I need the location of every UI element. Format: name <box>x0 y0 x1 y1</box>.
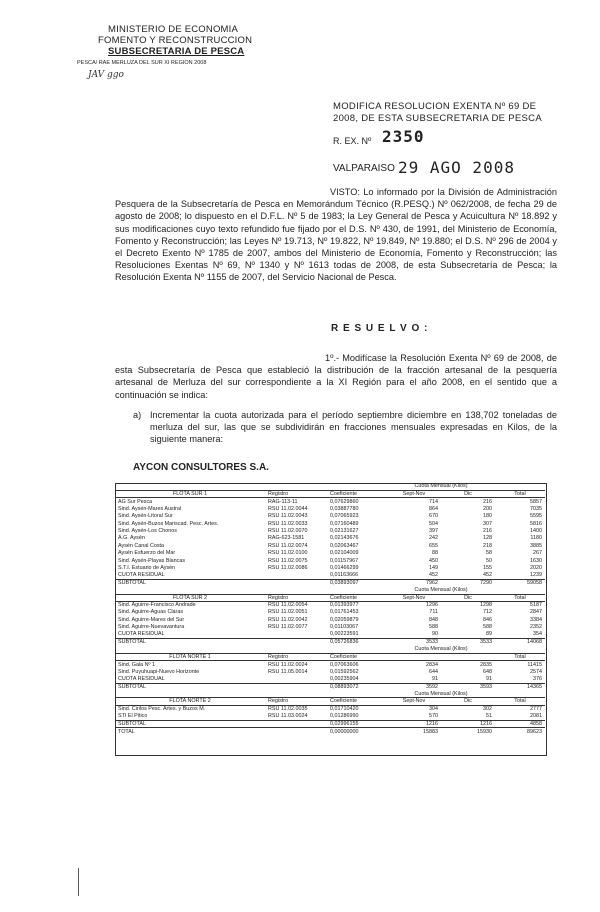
subsecretaria-name: SUBSECRETARIA DE PESCA <box>108 46 245 57</box>
registro-cell: RSU 11.02.0075 <box>268 557 308 564</box>
column-header-period-2 <box>441 653 495 661</box>
period-2-cell: 200 <box>483 505 492 512</box>
registro-cell: RSU 11.02.0077 <box>268 624 308 631</box>
period-2-cell: 307 <box>483 520 492 527</box>
period-2-cell: 216 <box>483 498 492 505</box>
column-header-period-2: Dic <box>441 698 495 706</box>
total-cell: 5187 <box>530 602 542 609</box>
coeficiente-cell: 0,01163666 <box>330 572 359 579</box>
period-1-cell: 88 <box>432 550 438 557</box>
period-2-cell: 180 <box>483 513 492 520</box>
subtotal-row <box>115 639 545 646</box>
item-a-text: Incrementar la cuota autorizada para el período septiembre diciembre en 138,702 toneladas de merluza del sur, las que se subdividirán en fracciones mensuales expresadas en Kilos, de la siguiente manera: <box>150 410 557 445</box>
coeficiente-cell: 0,01592562 <box>330 668 359 675</box>
period-2-cell: 216 <box>483 527 492 534</box>
coeficiente-cell: 0,02996155 <box>327 720 387 728</box>
period-2-cell: 51 <box>486 713 492 720</box>
registro-cell: RSU 11.02.0054 <box>268 602 308 609</box>
coeficiente-cell: 0,07063606 <box>330 661 359 668</box>
column-header-coeficiente: Coeficiente <box>327 594 387 602</box>
registro-cell <box>265 720 327 728</box>
organization-cell: CUOTA RESIDUAL <box>118 572 165 579</box>
total-cell: 3384 <box>530 616 542 623</box>
table-row <box>115 498 545 505</box>
registro-cell <box>265 579 327 586</box>
period-2-cell: 846 <box>483 616 492 623</box>
subtotal-row <box>115 683 545 690</box>
coeficiente-cell: 0,05726836 <box>327 639 387 646</box>
period-2-cell: 91 <box>486 675 492 682</box>
coeficiente-cell: 0,00223591 <box>330 631 359 638</box>
total-cell: 267 <box>533 550 542 557</box>
registro-cell: RSU 11.02.0044 <box>268 505 308 512</box>
column-header-total: Total <box>495 594 545 602</box>
coeficiente-cell: 0,01466299 <box>330 564 359 571</box>
organization-cell: Sind. Aguirre-Francisco Andrade <box>118 602 196 609</box>
initials: JAV ggo <box>88 70 124 80</box>
section-group-header <box>115 646 545 653</box>
column-header-total: Total <box>495 698 545 706</box>
table-row <box>115 565 545 572</box>
registro-cell: RAG-623-1581 <box>268 535 305 542</box>
period-1-cell: 304 <box>429 706 438 713</box>
registro-cell: RSU 11.02.0086 <box>268 564 308 571</box>
point-1-paragraph <box>115 352 557 401</box>
total-cell: 14365 <box>495 683 545 690</box>
organization-cell: A.G. Aysén <box>118 535 145 542</box>
section-title: FLOTA SUR 1 <box>115 490 265 498</box>
section-group-header <box>115 587 545 594</box>
registro-cell: RSU 11.02.0043 <box>268 513 308 520</box>
registro-cell <box>265 676 327 683</box>
column-header-coeficiente: Coeficiente <box>327 698 387 706</box>
column-header-registro: Registro <box>265 698 327 706</box>
section-title: FLOTA NORTE 1 <box>115 653 265 661</box>
title-line-1: MODIFICA RESOLUCION EXENTA Nº 69 DE <box>333 101 537 112</box>
period-1-cell: 655 <box>429 542 438 549</box>
registro-cell <box>265 728 327 735</box>
ministry-line-1: MINISTERIO DE ECONOMIA <box>108 24 239 35</box>
column-header-period-1: Sept-Nov <box>387 490 441 498</box>
period-1-cell: 864 <box>429 505 438 512</box>
organization-cell: Aysén Canal Costa <box>118 542 165 549</box>
organization-cell: Sind. Aguirre-Aguas Claras <box>118 609 184 616</box>
registro-cell: RSU 11.02.0024 <box>268 661 308 668</box>
registro-cell: RSU 11.02.0035 <box>268 706 308 713</box>
organization-cell: Sind. Aguirre-Mares del Sur <box>118 616 185 623</box>
section-header-row <box>115 490 545 498</box>
organization-cell: SUBTOTAL <box>115 579 265 586</box>
period-1-cell: 711 <box>429 609 438 616</box>
column-header-registro: Registro <box>265 594 327 602</box>
total-cell: 1239 <box>530 572 542 579</box>
total-cell: 89623 <box>495 728 545 735</box>
rex-label: R. EX. Nº <box>333 136 372 146</box>
table-row <box>115 713 545 720</box>
total-cell: 354 <box>533 631 542 638</box>
coeficiente-cell: 0,03887780 <box>330 505 359 512</box>
item-a-label: a) <box>133 410 142 420</box>
title-line-2: 2008, DE ESTA SUBSECRETARIA DE PESCA <box>333 113 542 124</box>
total-cell: 59058 <box>495 579 545 586</box>
registro-cell: RSU 11.05.0014 <box>268 668 308 675</box>
column-header-period-1: Sept-Nov <box>387 698 441 706</box>
period-1-cell: 848 <box>429 616 438 623</box>
organization-cell: Sind. Aysén-Playas Blancas <box>118 557 186 564</box>
table-row <box>115 505 545 512</box>
period-2-cell: 15930 <box>441 728 495 735</box>
organization-cell: CUOTA RESIDUAL <box>118 631 165 638</box>
column-header-registro: Registro <box>265 490 327 498</box>
coeficiente-cell: 0,07629860 <box>330 498 359 505</box>
total-row <box>115 728 545 735</box>
section-title: FLOTA NORTE 2 <box>115 698 265 706</box>
period-1-cell: 588 <box>429 624 438 631</box>
rex-number-stamp: 2350 <box>382 127 425 146</box>
total-cell: 4858 <box>495 720 545 728</box>
organization-cell: Sind. Aysén-Mares Austral <box>118 505 182 512</box>
total-cell: 5595 <box>530 513 542 520</box>
column-header-period-1 <box>387 653 441 661</box>
table-row <box>115 616 545 623</box>
visto-label: VISTO: <box>330 187 360 197</box>
period-2-cell: 1216 <box>441 720 495 728</box>
table-row <box>115 542 545 549</box>
quota-table <box>115 483 545 735</box>
period-1-cell: 504 <box>429 520 438 527</box>
point-1-label: 1º.- <box>325 353 340 363</box>
period-1-cell: 3592 <box>387 683 441 690</box>
table-row <box>115 572 545 579</box>
organization-cell: Sind. Aysén-Los Chonos <box>118 527 177 534</box>
total-cell: 2574 <box>530 668 542 675</box>
registro-cell <box>265 631 327 638</box>
organization-cell: Sind. Gala Nº 1 <box>118 661 156 668</box>
period-2-cell: 3533 <box>441 639 495 646</box>
coeficiente-cell: 0,02131627 <box>330 527 359 534</box>
registro-cell: RSU 11.02.0051 <box>268 609 308 616</box>
organization-cell: Sind. Aguirre-Nuevavantura <box>118 624 185 631</box>
date-stamp: 29 AGO 2008 <box>398 158 515 177</box>
column-header-period-2: Dic <box>441 490 495 498</box>
registro-cell <box>265 639 327 646</box>
coeficiente-cell: 0,01710420 <box>330 706 359 713</box>
coeficiente-cell: 0,02063467 <box>330 542 359 549</box>
column-group-header: Cuota Mensual (Kilos) <box>387 691 495 698</box>
table-row <box>115 661 545 668</box>
column-header-period-2: Dic <box>441 594 495 602</box>
column-header-total: Total <box>495 490 545 498</box>
period-1-cell: 670 <box>429 513 438 520</box>
period-1-cell: 1296 <box>426 602 438 609</box>
period-1-cell: 714 <box>429 498 438 505</box>
period-2-cell: 128 <box>483 535 492 542</box>
section-header-row <box>115 594 545 602</box>
period-2-cell: 3593 <box>441 683 495 690</box>
period-1-cell: 397 <box>429 527 438 534</box>
total-cell: 2777 <box>530 706 542 713</box>
table-row <box>115 676 545 683</box>
margin-mark <box>78 868 79 896</box>
period-1-cell: 1216 <box>387 720 441 728</box>
section-header-row <box>115 698 545 706</box>
organization-cell: CUOTA RESIDUAL <box>118 675 165 682</box>
coeficiente-cell: 0,08893072 <box>327 683 387 690</box>
point-1-text: Modifícase la Resolución Exenta Nº 69 de 2008, de esta Subsecretaría de Pesca que estableció la distribución de la fracción artesanal de la pesquería artesanal de Merluza del sur correspondiente a la XI Región para el año 2008, en el sentido que a continuación se indica: <box>115 353 557 400</box>
column-group-header: Cuota Mensual (Kilos) <box>387 646 495 653</box>
period-2-cell: 58 <box>486 550 492 557</box>
period-1-cell: 570 <box>429 713 438 720</box>
table-row <box>115 550 545 557</box>
total-cell: 2081 <box>530 713 542 720</box>
period-2-cell: 588 <box>483 624 492 631</box>
total-cell: 2352 <box>530 624 542 631</box>
total-cell: 376 <box>533 675 542 682</box>
period-2-cell: 1298 <box>480 602 492 609</box>
table-row <box>115 528 545 535</box>
section-group-header <box>115 691 545 698</box>
coeficiente-cell: 0,01393977 <box>330 602 359 609</box>
registro-cell <box>265 572 327 579</box>
registro-cell <box>265 683 327 690</box>
period-1-cell: 644 <box>429 668 438 675</box>
period-1-cell: 90 <box>432 631 438 638</box>
registro-cell: RSU 11.02.0100 <box>268 550 308 557</box>
period-1-cell: 149 <box>429 564 438 571</box>
column-header-coeficiente: Coeficiente <box>327 653 387 661</box>
registro-cell: RSU 11.02.0074 <box>268 542 308 549</box>
coeficiente-cell: 0,00235904 <box>330 675 359 682</box>
visto-paragraph <box>115 186 557 284</box>
city: VALPARAISO <box>333 163 395 174</box>
organization-cell: Sind. Aysén-Litoral Sur <box>118 513 173 520</box>
period-2-cell: 452 <box>483 572 492 579</box>
organization-cell: AG Sur Pesca <box>118 498 153 505</box>
total-cell: 7035 <box>530 505 542 512</box>
period-2-cell: 2835 <box>480 661 492 668</box>
total-cell: 2847 <box>530 609 542 616</box>
section-group-header <box>115 483 545 490</box>
organization-cell: Sind. Aysén-Buzos Mariscad. Pesc. Artes. <box>118 520 219 527</box>
table-row <box>115 631 545 638</box>
coeficiente-cell: 0,07160489 <box>330 520 359 527</box>
registro-cell: RSU 11.02.0042 <box>268 616 308 623</box>
organization-cell: S.T.I. Estuario de Aysén <box>118 564 176 571</box>
total-cell: 5857 <box>530 498 542 505</box>
column-group-header: Cuota Mensual (Kilos) <box>387 483 495 490</box>
period-1-cell: 7962 <box>387 579 441 586</box>
total-cell: 11415 <box>527 661 542 668</box>
table-row <box>115 609 545 616</box>
registro-cell: RSU 11.03.0024 <box>268 713 308 720</box>
table-row <box>115 602 545 609</box>
table-row <box>115 520 545 527</box>
total-cell: 2020 <box>530 564 542 571</box>
organization-cell: SUBTOTAL <box>115 683 265 690</box>
period-1-cell: 450 <box>429 557 438 564</box>
organization-cell: Sind. Puyuhuapi-Nuevo Horizonte <box>118 668 200 675</box>
period-1-cell: 3533 <box>387 639 441 646</box>
coeficiente-cell: 0,02104009 <box>330 550 359 557</box>
table-row <box>115 624 545 631</box>
period-2-cell: 218 <box>483 542 492 549</box>
subtotal-row <box>115 579 545 586</box>
period-2-cell: 89 <box>486 631 492 638</box>
period-1-cell: 242 <box>429 535 438 542</box>
period-2-cell: 50 <box>486 557 492 564</box>
period-1-cell: 91 <box>432 675 438 682</box>
resuelvo-heading: R E S U E L V O : <box>331 323 429 334</box>
visto-text: Lo informado por la División de Administración Pesquera de la Subsecretaría de Pesca en Memorándum Técnico (R.PESQ.) Nº 062/2008, de fecha 29 de agosto de 2008; lo dispuesto en el D.F.L. Nº 5 de 1983; la Ley General de Pesca y Acuicultura Nº 18.892 y sus modificaciones cuyo texto refundido fue fijado por el D.S. Nº 430, de 1991, del Ministerio de Economía, Fomento y Reconstrucción; las Leyes Nº 19.713, Nº 19.822, Nº 19.849, Nº 19.880; el D.S. Nº 296 de 2004 y el Decreto Exento Nº 1785 de 2007, ambos del Ministerio de Economía, Fomento y Reconstrucción; las Resoluciones Exentas Nº 69, Nº 1340 y Nº 1613 todas de 2008, de esta Subsecretaría de Pesca; la Resolución Exenta Nº 1155 de 2007, del Servicio Nacional de Pesca. <box>115 187 557 283</box>
period-2-cell: 648 <box>483 668 492 675</box>
subtotal-row <box>115 720 545 728</box>
organization-cell: SUBTOTAL <box>115 639 265 646</box>
total-cell: 3885 <box>530 542 542 549</box>
coeficiente-cell: 0,02059879 <box>330 616 359 623</box>
document-reference: PESCA/ RAE MERLUZA DEL SUR XI REGION 2008 <box>77 60 207 66</box>
coeficiente-cell: 0,03893097 <box>327 579 387 586</box>
total-cell: 1630 <box>530 557 542 564</box>
period-1-cell: 15883 <box>387 728 441 735</box>
period-2-cell: 302 <box>483 706 492 713</box>
period-2-cell: 7290 <box>441 579 495 586</box>
period-1-cell: 2834 <box>426 661 438 668</box>
section-title: FLOTA SUR 2 <box>115 594 265 602</box>
period-1-cell: 452 <box>429 572 438 579</box>
column-header-total: Total <box>495 653 545 661</box>
consultant-name: AYCON CONSULTORES S.A. <box>133 462 269 473</box>
coeficiente-cell: 0,00000000 <box>327 728 387 735</box>
registro-cell: RAG-113-11 <box>268 498 298 505</box>
organization-cell: Sind. Cirilos Pesc. Artes. y Buzos M. <box>118 706 206 713</box>
table-row <box>115 706 545 713</box>
coeficiente-cell: 0,01761453 <box>330 609 359 616</box>
organization-cell: Aysén Esfuerzo del Mar <box>118 550 176 557</box>
table-row <box>115 557 545 564</box>
column-header-coeficiente: Coeficiente <box>327 490 387 498</box>
column-group-header: Cuota Mensual (Kilos) <box>387 587 495 594</box>
organization-cell: STI El Pitico <box>118 713 148 720</box>
column-header-registro: Registro <box>265 653 327 661</box>
coeficiente-cell: 0,07065923 <box>330 513 359 520</box>
total-cell: 1180 <box>530 535 542 542</box>
total-cell: 14068 <box>495 639 545 646</box>
total-cell: 1400 <box>530 527 542 534</box>
table-row <box>115 535 545 542</box>
organization-cell: SUBTOTAL <box>115 720 265 728</box>
organization-cell: TOTAL <box>115 728 265 735</box>
registro-cell: RSU 11.02.0033 <box>268 520 308 527</box>
table-row <box>115 668 545 675</box>
total-cell: 5816 <box>530 520 542 527</box>
column-header-period-1: Sept-Nov <box>387 594 441 602</box>
period-2-cell: 155 <box>483 564 492 571</box>
coeficiente-cell: 0,01286990 <box>330 713 359 720</box>
coeficiente-cell: 0,02143676 <box>330 535 359 542</box>
registro-cell: RSU 11.02.0070 <box>268 527 308 534</box>
coeficiente-cell: 0,01157967 <box>330 557 359 564</box>
period-2-cell: 712 <box>483 609 492 616</box>
ministry-line-2: FOMENTO Y RECONSTRUCCION <box>98 35 253 46</box>
table-row <box>115 513 545 520</box>
section-header-row <box>115 653 545 661</box>
coeficiente-cell: 0,01103067 <box>330 624 359 631</box>
